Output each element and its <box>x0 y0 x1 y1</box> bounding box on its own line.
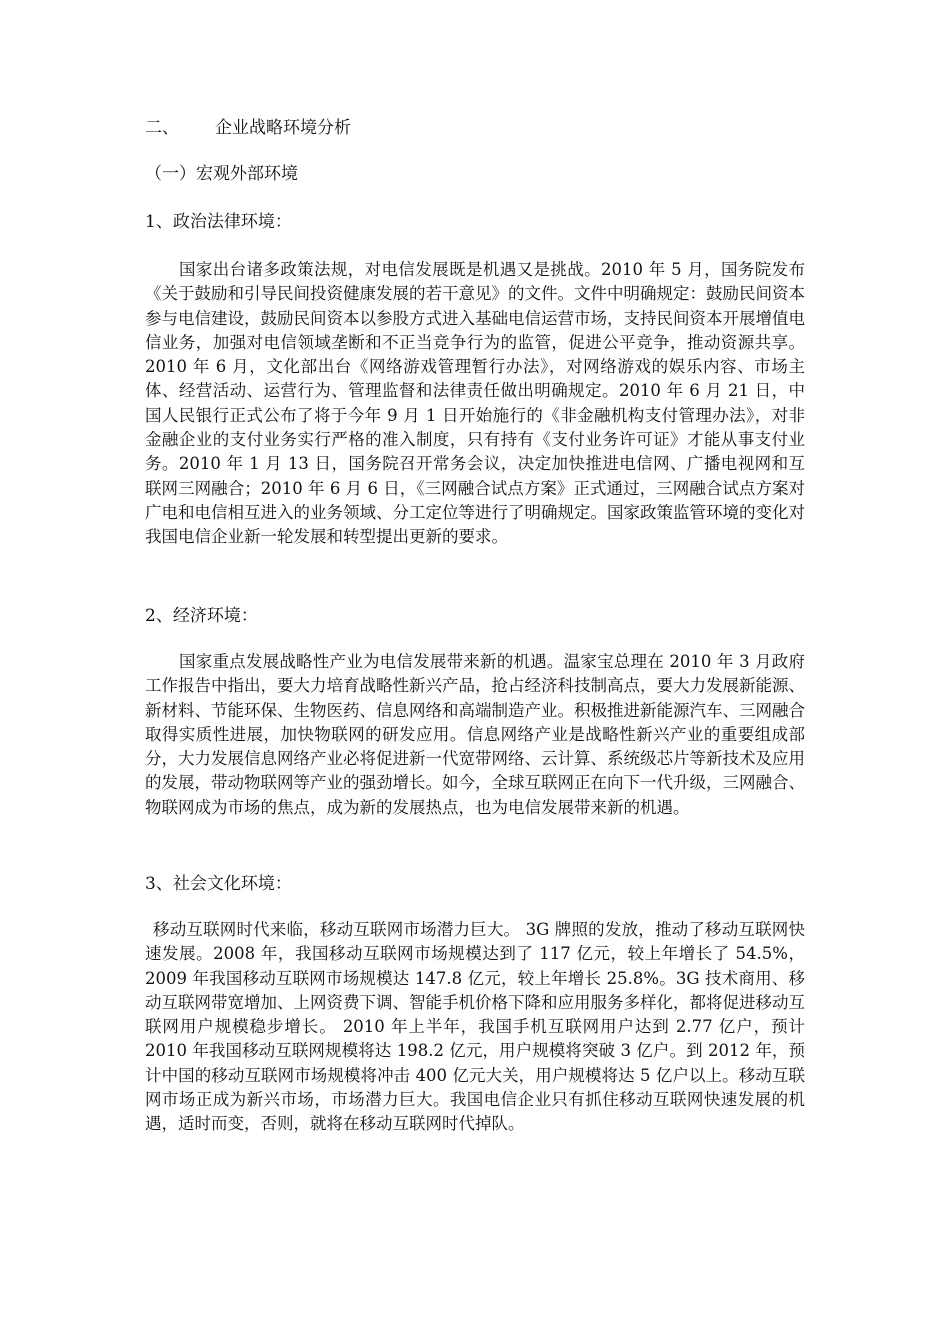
section-title: 企业战略环境分析 <box>215 118 351 138</box>
section-number: 二、 <box>145 118 179 138</box>
paragraph-economic: 国家重点发展战略性产业为电信发展带来新的机遇。温家宝总理在 2010 年 3 月政府工作报告中指出，要大力培育战略性新兴产品，抢占经济科技制高点，要大力发展新能源、新材料、节能环保、生物医药、信息网络和高端制造产业。积极推进新能源汽车、三网融合取得实质性进展，加快物联网的研发应用。信息网络产业是战略性新兴产业的重要组成部分，大力发展信息网络产业必将促进新一代宽带网络、云计算、系统级芯片等新技术及应用的发展，带动物联网等产业的强劲增长。如今，全球互联网正在向下一代升级，三网融合、物联网成为市场的焦点，成为新的发展热点，也为电信发展带来新的机遇。 <box>145 652 805 817</box>
section-heading <box>145 117 351 139</box>
item-heading-political: 1、政治法律环境： <box>145 212 292 232</box>
item-heading-economic: 2、经济环境： <box>145 606 258 626</box>
item-heading-social: 3、社会文化环境： <box>145 874 292 894</box>
paragraph-social: 移动互联网时代来临，移动互联网市场潜力巨大。 3G 牌照的发放，推动了移动互联网快速发展。2008 年，我国移动互联网市场规模达到了 117 亿元，较上年增长了 54.5%，2009 年我国移动互联网市场规模达 147.8 亿元，较上年增长 25.8%。3G 技术商用、移动互联网带宽增加、上网资费下调、智能手机价格下降和应用服务多样化，都将促进移动互联网用户规模稳步增长。 2010 年上半年，我国手机互联网用户达到 2.77 亿户，预计 2010 年我国移动互联网规模将达 198.2 亿元，用户规模将突破 3 亿户。到 2012 年，预计中国的移动互联网市场规模将冲击 400 亿元大关，用户规模将达 5 亿户以上。移动互联网市场正成为新兴市场，市场潜力巨大。我国电信企业只有抓住移动互联网快速发展的机遇，适时而变，否则，就将在移动互联网时代掉队。 <box>145 920 805 1134</box>
paragraph-political: 国家出台诸多政策法规，对电信发展既是机遇又是挑战。2010 年 5 月，国务院发布《关于鼓励和引导民间投资健康发展的若干意见》的文件。文件中明确规定：鼓励民间资本参与电信建设，鼓励民间资本以参股方式进入基础电信运营市场，支持民间资本开展增值电信业务，加强对电信领域垄断和不正当竞争行为的监管，促进公平竞争，推动资源共享。2010 年 6 月，文化部出台《网络游戏管理暂行办法》，对网络游戏的娱乐内容、市场主体、经营活动、运营行为、管理监督和法律责任做出明确规定。2010 年 6 月 21 日，中国人民银行正式公布了将于今年 9 月 1 日开始施行的《非金融机构支付管理办法》，对非金融企业的支付业务实行严格的准入制度，只有持有《支付业务许可证》才能从事支付业务。2010 年 1 月 13 日，国务院召开常务会议，决定加快推进电信网、广播电视网和互联网三网融合；2010 年 6 月 6 日，《三网融合试点方案》正式通过，三网融合试点方案对广电和电信相互进入的业务领域、分工定位等进行了明确规定。国家政策监管环境的变化对我国电信企业新一轮发展和转型提出更新的要求。 <box>145 260 805 547</box>
subsection-heading: （一）宏观外部环境 <box>145 164 298 184</box>
